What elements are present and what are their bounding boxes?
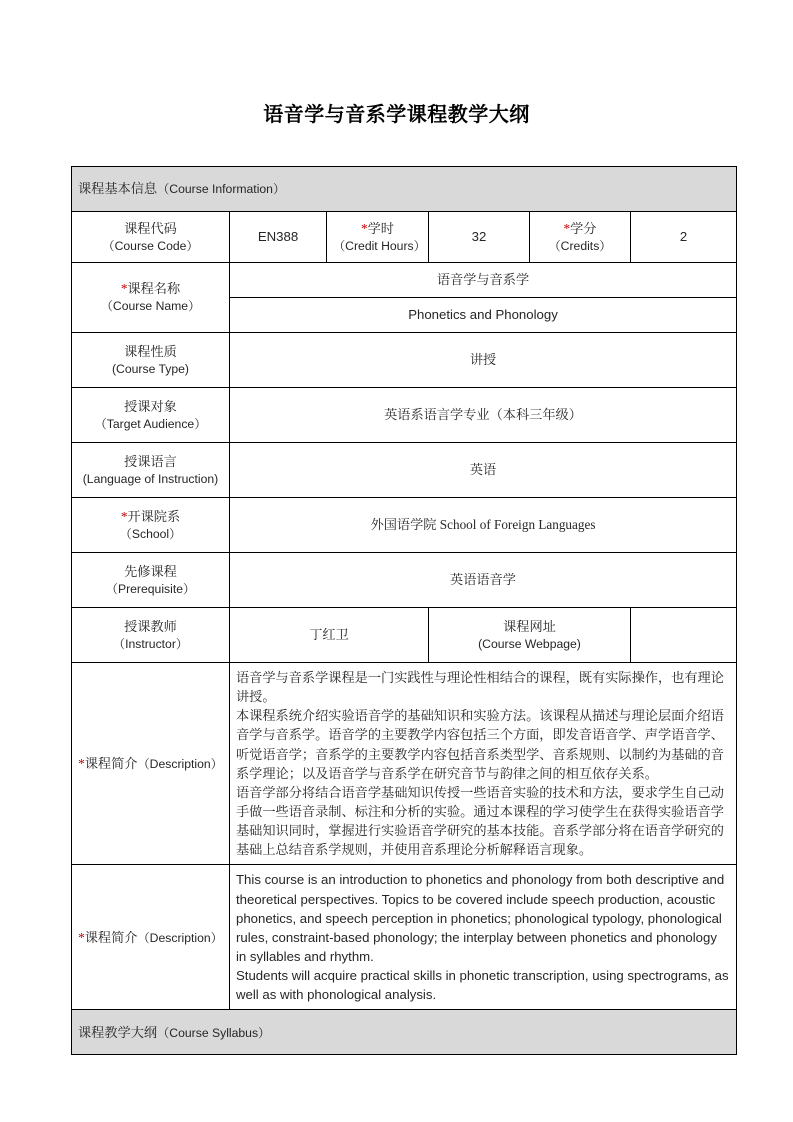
value-description-cn	[230, 663, 737, 865]
label-instructor-cn: 授课教师	[124, 618, 177, 634]
required-asterisk-icon: *	[78, 929, 85, 945]
label-school-cn-text: 开课院系	[127, 508, 181, 524]
description-en-paragraph-2: Students will acquire practical skills in phonetic transcription, using spectrograms, as well as with phonological analysis.	[236, 968, 729, 1003]
label-course-name-en: （Course Name）	[100, 299, 201, 314]
label-description-cn	[72, 663, 230, 865]
label-description-cn-text: 课程简介	[84, 755, 138, 771]
value-description-en	[230, 865, 737, 1010]
label-course-webpage-en: (Course Webpage)	[478, 636, 581, 651]
label-course-type	[72, 333, 230, 388]
section-header-course-information-cell	[72, 167, 737, 212]
value-course-name-cn: 语音学与音系学	[230, 263, 737, 298]
required-asterisk-icon: *	[361, 220, 368, 236]
value-school: 外国语学院 School of Foreign Languages	[230, 498, 737, 553]
label-prerequisite	[72, 553, 230, 608]
label-prerequisite-cn: 先修课程	[124, 563, 177, 579]
value-language-of-instruction: 英语	[230, 443, 737, 498]
label-course-code	[72, 212, 230, 263]
label-school	[72, 498, 230, 553]
value-prerequisite: 英语语音学	[230, 553, 737, 608]
row-target-audience	[72, 388, 737, 443]
label-target-audience-en: （Target Audience）	[94, 416, 207, 431]
page-title: 语音学与音系学课程教学大纲	[263, 104, 530, 126]
section-header-course-syllabus	[72, 1010, 737, 1055]
label-course-code-en: （Course Code）	[102, 238, 199, 253]
section-header-course-syllabus-cell	[72, 1010, 737, 1055]
label-school-cn	[78, 507, 223, 526]
label-course-name-cn	[78, 279, 223, 298]
label-description-en	[72, 865, 230, 1010]
label-description-cn-en: （Description）	[137, 756, 223, 771]
value-course-webpage[interactable]	[631, 608, 737, 663]
label-credits	[530, 212, 631, 263]
row-language-of-instruction	[72, 443, 737, 498]
section-header-syllabus-en: （Course Syllabus）	[157, 1025, 271, 1040]
row-school	[72, 498, 737, 553]
value-credit-hours: 32	[429, 212, 530, 263]
label-course-webpage-cn: 课程网址	[503, 618, 556, 634]
row-prerequisite	[72, 553, 737, 608]
row-description-en	[72, 865, 737, 1010]
label-course-type-en: (Course Type)	[112, 361, 189, 376]
row-course-type	[72, 333, 737, 388]
value-course-name-en: Phonetics and Phonology	[230, 298, 737, 333]
label-course-webpage	[429, 608, 631, 663]
label-language-of-instruction	[72, 443, 230, 498]
description-cn-paragraph-2: 本课程系统介绍实验语音学的基础知识和实验方法。该课程从描述与理论层面介绍语音学与音系学。语音学的主要教学内容包括三个方面，即发音语音学、声学语音学、听觉语音学；音系学的主要教学内容包括音系类型学、音系规则、以制约为基础的音系学理论；以及语音学与音系学在研究音节与韵律之间的相互依存关系。	[236, 708, 724, 781]
label-credits-cn	[536, 219, 624, 238]
label-credits-en: （Credits）	[548, 238, 612, 253]
label-description-en-text: 课程简介	[84, 929, 138, 945]
description-cn-paragraph-3: 语音学部分将结合语音学基础知识传授一些语音实验的技术和方法，要求学生自己动手做一些语音录制、标注和分析的实验。通过本课程的学习使学生在获得实验语音学基础知识同时，掌握进行实验语音学研究的基本技能。音系学部分将在语音学研究的基础上总结音系学规则，并使用音系理论分析解释语言现象。	[236, 784, 724, 858]
section-header-syllabus-cn: 课程教学大纲	[78, 1024, 158, 1040]
course-info-table-container	[71, 166, 736, 1055]
section-header-cn: 课程基本信息	[78, 181, 158, 197]
label-language-of-instruction-cn: 授课语言	[124, 453, 177, 469]
label-target-audience	[72, 388, 230, 443]
row-course-name-cn	[72, 263, 737, 298]
label-school-en: （School）	[119, 526, 182, 541]
label-credit-hours-cn-text: 学时	[367, 220, 394, 236]
label-instructor-en: （Instructor）	[112, 636, 189, 651]
label-credit-hours-en: （Credit Hours）	[333, 238, 426, 253]
value-course-code: EN388	[230, 212, 327, 263]
required-asterisk-icon: *	[78, 755, 85, 771]
label-course-code-cn: 课程代码	[124, 220, 177, 236]
label-course-name-cn-text: 课程名称	[127, 281, 181, 297]
label-prerequisite-en: （Prerequisite）	[105, 581, 196, 596]
label-course-name	[72, 263, 230, 333]
row-description-cn	[72, 663, 737, 865]
required-asterisk-icon: *	[563, 220, 571, 236]
required-asterisk-icon: *	[120, 508, 128, 524]
required-asterisk-icon: *	[120, 281, 128, 297]
value-instructor: 丁红卫	[230, 608, 429, 663]
row-course-code	[72, 212, 737, 263]
label-instructor	[72, 608, 230, 663]
label-credits-cn-text: 学分	[570, 220, 597, 236]
row-instructor	[72, 608, 737, 663]
label-language-of-instruction-en: (Language of Instruction)	[82, 471, 219, 486]
section-header-en: （Course Information）	[157, 182, 286, 197]
label-credit-hours-cn	[333, 219, 422, 238]
label-credit-hours	[327, 212, 429, 263]
value-target-audience: 英语系语言学专业（本科三年级）	[230, 388, 737, 443]
description-cn-paragraph-1: 语音学与音系学课程是一门实践性与理论性相结合的课程，既有实际操作，也有理论讲授。	[236, 670, 724, 705]
description-en-paragraph-1: This course is an introduction to phonetics and phonology from both descriptive and theoretical perspectives. Topics to be covered include speech production, acoustic phonetics, and speech perception in phonetics; phonological typology, phonological rules, constraint-based phonology; the interplay between phonetics and phonology in syllables and rhythm.	[236, 872, 725, 964]
course-syllabus-table	[71, 166, 737, 1055]
label-course-type-cn: 课程性质	[124, 343, 177, 359]
value-credits: 2	[631, 212, 737, 263]
value-course-type: 讲授	[230, 333, 737, 388]
label-description-en-en: （Description）	[137, 930, 223, 945]
label-target-audience-cn: 授课对象	[124, 398, 177, 414]
section-header-course-information	[72, 167, 737, 212]
